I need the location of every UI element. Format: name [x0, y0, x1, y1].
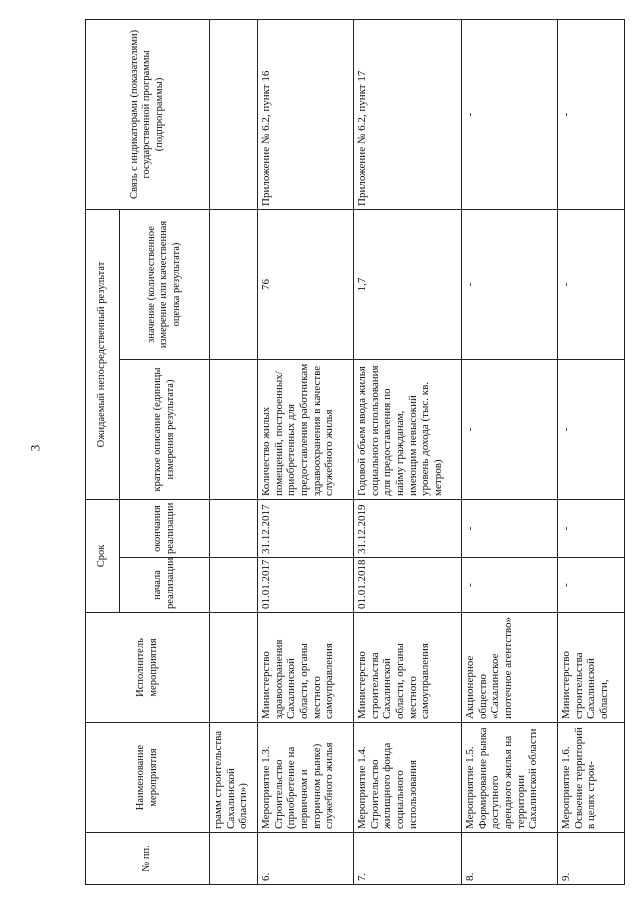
- cell-link: -: [462, 19, 558, 209]
- cell-value: 76: [258, 209, 354, 359]
- table-row: [210, 19, 258, 884]
- header-term-start: начала реализации: [120, 558, 210, 613]
- cell-desc: [210, 359, 258, 499]
- cell-end: 31.12.2019: [354, 499, 462, 557]
- header-expected: Ожидаемый непосредственный результат: [86, 209, 120, 499]
- cell-executor: Министерство строительства Сахалинской области,: [558, 613, 625, 723]
- table-row: [354, 19, 462, 884]
- header-term-end: окончания реализации: [120, 499, 210, 557]
- cell-link: Приложение № 6.2, пункт 16: [258, 19, 354, 209]
- cell-desc: Количество жилых помещений, построенных/приобретенных для предоставления работникам здравоохранения в качестве служебного жилья: [258, 359, 354, 499]
- cell-start: [210, 558, 258, 613]
- cell-link: Приложение № 6.2, пункт 17: [354, 19, 462, 209]
- cell-start: 01.01.2017: [258, 558, 354, 613]
- cell-end: 31.12.2017: [258, 499, 354, 557]
- cell-desc: -: [462, 359, 558, 499]
- cell-value: 1,7: [354, 209, 462, 359]
- table-row: [558, 19, 625, 884]
- cell-num: [210, 833, 258, 885]
- header-short-desc: краткое описание (единицы измерения результата): [120, 359, 210, 499]
- cell-executor: Акционерное общество «Сахалинское ипотечное агентство»: [462, 613, 558, 723]
- cell-num: 9.: [558, 833, 625, 885]
- cell-link: [210, 19, 258, 209]
- cell-link: -: [558, 19, 625, 209]
- cell-end: -: [462, 499, 558, 557]
- cell-end: -: [558, 499, 625, 557]
- header-term: Срок: [86, 499, 120, 612]
- cell-value: -: [462, 209, 558, 359]
- cell-name: Мероприятие 1.3. Строительство (приобретение на первичном и вторичном рынке) служебного жилья: [258, 723, 354, 833]
- cell-num: 7.: [354, 833, 462, 885]
- cell-executor: Министерство строительства Сахалинской области, органы местного самоуправления: [354, 613, 462, 723]
- cell-executor: [210, 613, 258, 723]
- cell-name: Мероприятие 1.4. Строительство жилищного фонда социального использования: [354, 723, 462, 833]
- header-value: значение (количественное измерение или качественная оценка результата): [120, 209, 210, 359]
- cell-num: 6.: [258, 833, 354, 885]
- program-activities-table: [85, 19, 625, 885]
- header-link: Связь с индикаторами (показателями) государственной программы (подпрограммы): [86, 19, 210, 209]
- cell-start: -: [462, 558, 558, 613]
- table-row: [462, 19, 558, 884]
- cell-name: Мероприятие 1.6. Освоение территорий в целях строи-: [558, 723, 625, 833]
- cell-value: -: [558, 209, 625, 359]
- cell-start: -: [558, 558, 625, 613]
- rotated-table-container: [85, 20, 610, 885]
- cell-num: 8.: [462, 833, 558, 885]
- cell-desc: Годовой объем ввода жилья социального использования для предоставления по найму гражданам, имеющим невысокий уровень дохода (тыс. кв. метров): [354, 359, 462, 499]
- header-executor: Исполнитель мероприятия: [86, 613, 210, 723]
- cell-name: Мероприятие 1.5. Формирование рынка доступного арендного жилья на территории Сахалинской области: [462, 723, 558, 833]
- cell-value: [210, 209, 258, 359]
- cell-executor: Министерство здравоохранения Сахалинской области, органы местного самоуправления: [258, 613, 354, 723]
- table-row: [258, 19, 354, 884]
- header-name: Наименование мероприятия: [86, 723, 210, 833]
- cell-end: [210, 499, 258, 557]
- page-number: 3: [27, 444, 43, 452]
- cell-start: 01.01.2018: [354, 558, 462, 613]
- cell-name: грамм строительства Сахалинской области»): [210, 723, 258, 833]
- header-num: № пп.: [86, 833, 210, 885]
- cell-desc: -: [558, 359, 625, 499]
